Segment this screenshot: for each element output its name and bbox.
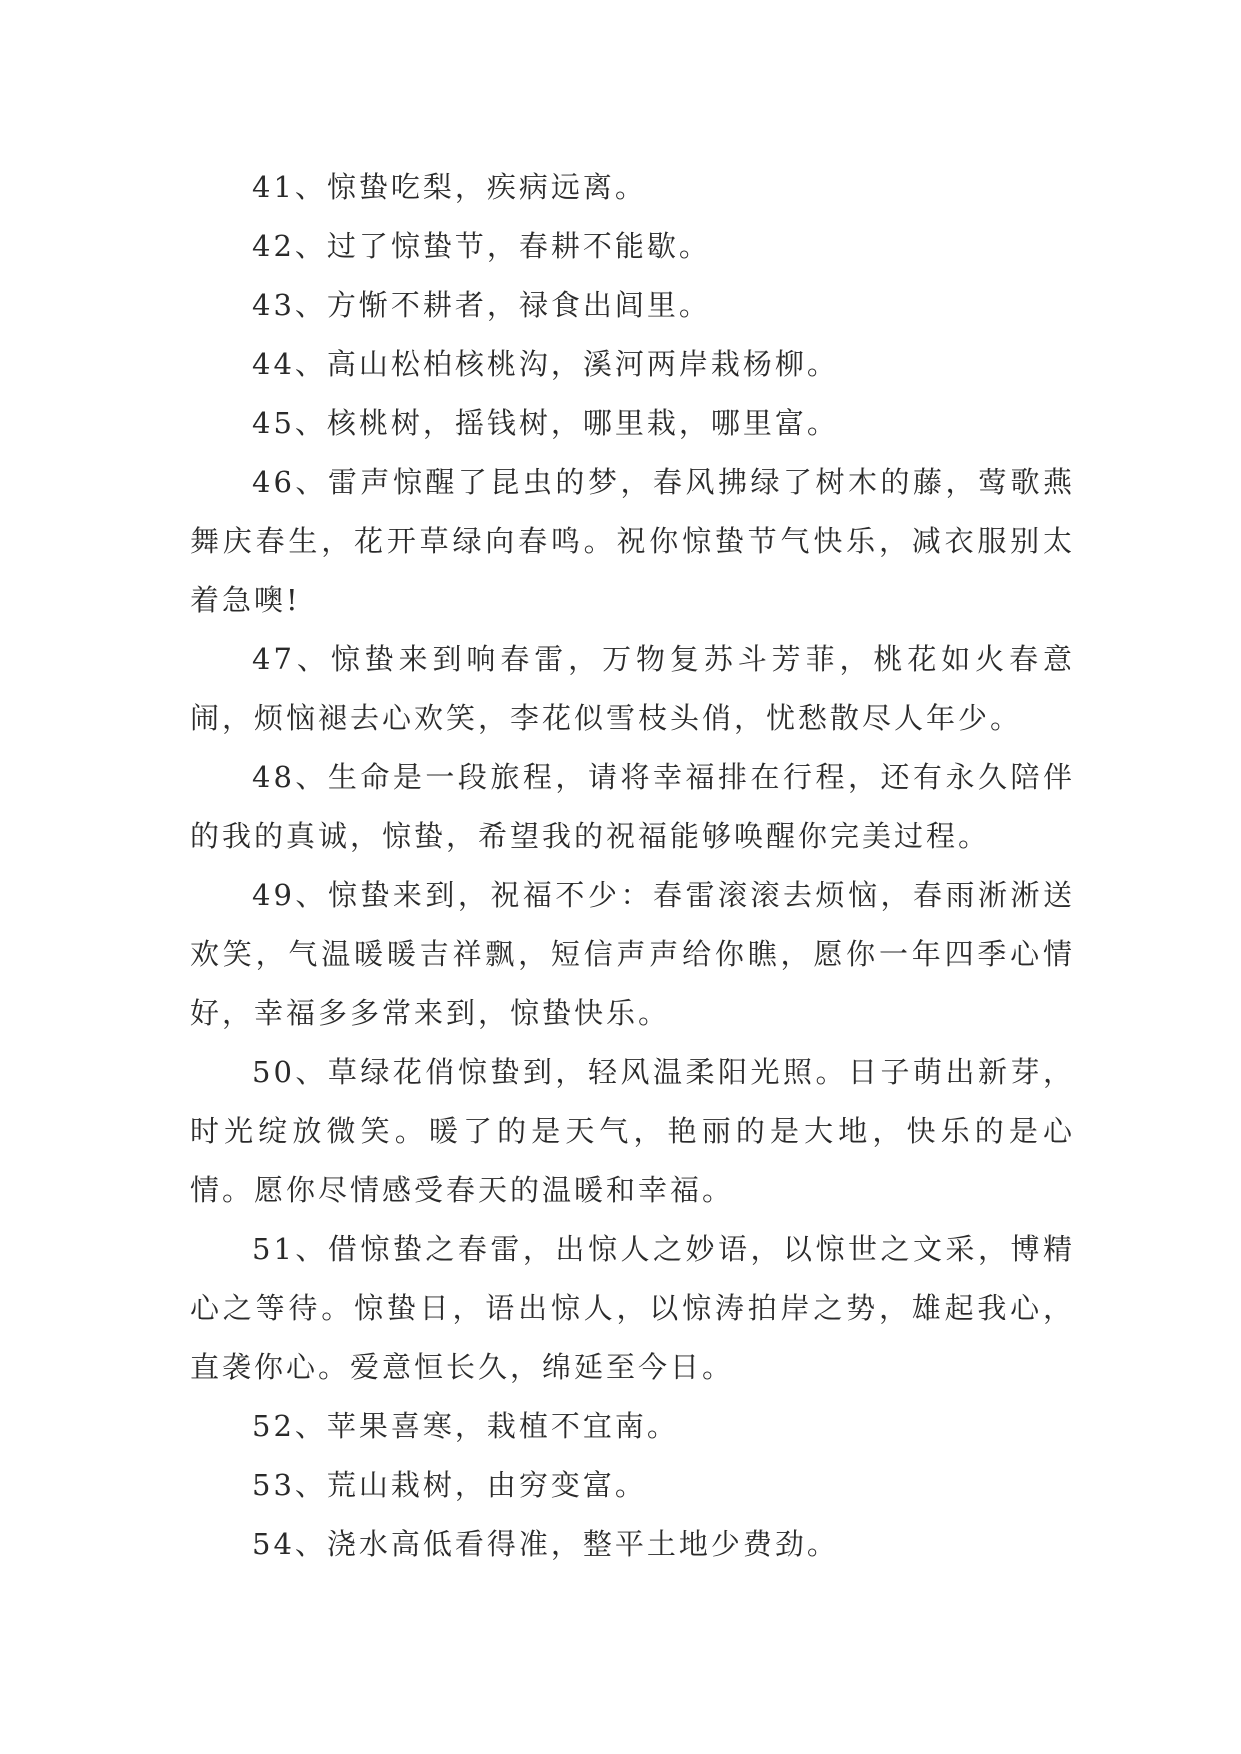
paragraph-45: 45、核桃树，摇钱树，哪里栽，哪里富。 — [252, 406, 839, 440]
paragraph-51: 51、借惊蛰之春雷，出惊人之妙语，以惊世之文采，博精心之等待。惊蛰日，语出惊人，以惊涛拍岸之势，雄起我心，直袭你心。爱意恒长久，绵延至今日。 — [190, 1232, 1075, 1384]
paragraph-48: 48、生命是一段旅程，请将幸福排在行程，还有永久陪伴的我的真诚，惊蛰，希望我的祝福能够唤醒你完美过程。 — [190, 760, 1075, 853]
paragraph-43: 43、方惭不耕者，禄食出闾里。 — [252, 288, 711, 322]
paragraph-44: 44、高山松柏核桃沟，溪河两岸栽杨柳。 — [252, 347, 839, 381]
paragraph-41: 41、惊蛰吃梨，疾病远离。 — [252, 170, 647, 204]
paragraph-50: 50、草绿花俏惊蛰到，轻风温柔阳光照。日子萌出新芽，时光绽放微笑。暖了的是天气，艳丽的是大地，快乐的是心情。愿你尽情感受春天的温暖和幸福。 — [190, 1055, 1075, 1207]
paragraph-52: 52、苹果喜寒，栽植不宜南。 — [252, 1409, 679, 1443]
paragraph-49: 49、惊蛰来到，祝福不少：春雷滚滚去烦恼，春雨淅淅送欢笑，气温暖暖吉祥飘，短信声声给你瞧，愿你一年四季心情好，幸福多多常来到，惊蛰快乐。 — [190, 878, 1075, 1030]
paragraph-42: 42、过了惊蛰节，春耕不能歇。 — [252, 229, 711, 263]
paragraph-47: 47、惊蛰来到响春雷，万物复苏斗芳菲，桃花如火春意闹，烦恼褪去心欢笑，李花似雪枝头俏，忧愁散尽人年少。 — [190, 642, 1075, 735]
paragraph-54: 54、浇水高低看得准，整平土地少费劲。 — [252, 1527, 839, 1561]
paragraph-46: 46、雷声惊醒了昆虫的梦，春风拂绿了树木的藤，莺歌燕舞庆春生，花开草绿向春鸣。祝你惊蛰节气快乐，减衣服别太着急噢! — [190, 465, 1075, 617]
paragraph-53: 53、荒山栽树，由穷变富。 — [252, 1468, 647, 1502]
document-body — [190, 158, 1075, 1574]
